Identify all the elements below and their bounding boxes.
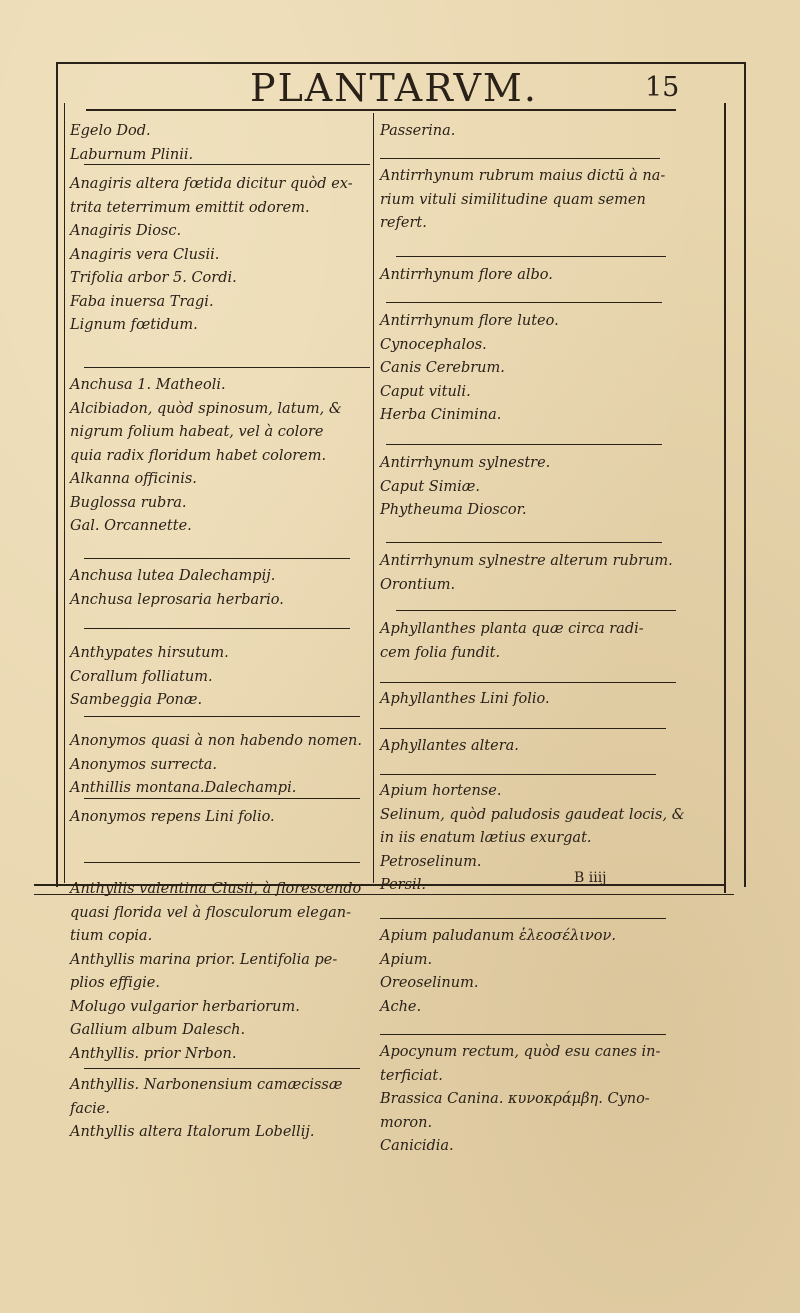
entry-line: Buglossa rubra. xyxy=(70,494,187,511)
entry-line: Oreoselinum. xyxy=(380,975,479,991)
entry-line: Anonymos surrecta. xyxy=(70,756,218,773)
right-entry xyxy=(380,780,685,898)
right-entry xyxy=(380,165,680,236)
entry-line: nigrum folium habeat, vel à colore xyxy=(70,424,324,440)
signature-mark: B iiij xyxy=(574,870,607,886)
right-entry xyxy=(380,618,680,665)
entry-separator xyxy=(380,728,666,729)
left-entry xyxy=(70,642,370,713)
entry-line: Apium paludanum ἑλεοσέλινον. xyxy=(380,928,616,944)
entry-line: trita teterrimum emittit odorem. xyxy=(70,199,310,216)
left-entry xyxy=(70,374,370,539)
entry-separator xyxy=(84,1068,360,1069)
entry-line: facie. xyxy=(70,1100,110,1117)
entry-line: Gal. Orcannette. xyxy=(70,518,192,534)
entry-line: Corallum folliatum. xyxy=(70,668,213,685)
entry-line: Aphyllantes altera. xyxy=(380,738,519,754)
entry-separator xyxy=(380,774,656,775)
entry-line: in iis enatum lætius exurgat. xyxy=(380,830,592,846)
entry-line: Phytheuma Dioscor. xyxy=(380,502,527,518)
entry-separator xyxy=(396,256,666,257)
right-rule xyxy=(724,103,726,893)
entry-line: Apocynum rectum, quòd esu canes in- xyxy=(380,1044,661,1060)
entry-line: Selinum, quòd paludosis gaudeat locis, & xyxy=(380,806,685,823)
page-number: 15 xyxy=(645,72,680,103)
entry-line: Caput Simiæ. xyxy=(380,478,480,495)
column-divider xyxy=(373,113,374,883)
entry-line: Sambeggia Ponæ. xyxy=(70,692,203,708)
entry-line: tium copia. xyxy=(70,928,153,944)
entry-line: Anchusa lutea Dalechampij. xyxy=(70,568,276,584)
entry-line: Antirrhynum rubrum maius dictū à na- xyxy=(380,168,666,184)
entry-separator xyxy=(380,158,660,159)
entry-line: Laburnum Plinii. xyxy=(70,146,194,163)
entry-line: Lignum fœtidum. xyxy=(70,317,198,333)
entry-line: Anagiris vera Clusii. xyxy=(70,246,220,263)
right-entry xyxy=(380,735,680,759)
inner-left-rule xyxy=(64,103,65,883)
entry-line: Apium hortense. xyxy=(380,783,502,799)
right-entry xyxy=(380,925,680,1019)
entry-separator xyxy=(380,918,666,919)
entry-separator xyxy=(380,682,676,683)
entry-line: Faba inuersa Tragi. xyxy=(70,293,214,310)
entry-separator xyxy=(386,302,662,303)
entry-separator xyxy=(84,164,370,165)
entry-line: Egelo Dod. xyxy=(70,123,151,139)
entry-line: Anthyllis valentina Clusii, à florescendo xyxy=(70,881,362,897)
entry-line: Molugo vulgarior herbariorum. xyxy=(70,998,300,1015)
left-entry xyxy=(70,565,370,612)
entry-line: Cynocephalos. xyxy=(380,336,487,353)
entry-line: Anagiris Diosc. xyxy=(70,223,182,239)
entry-line: Antirrhynum sylnestre. xyxy=(380,455,551,471)
page-title: PLANTARVM. xyxy=(250,66,538,110)
entry-line: Anagiris altera fœtida dicitur quòd ex- xyxy=(70,176,353,192)
entry-line: Anthypates hirsutum. xyxy=(70,645,229,661)
right-entry xyxy=(380,452,680,523)
entry-separator xyxy=(84,798,360,799)
entry-line: cem folia fundit. xyxy=(380,644,501,661)
entry-line: Apium. xyxy=(380,951,433,968)
left-entry xyxy=(70,730,370,801)
left-entry xyxy=(70,173,370,338)
right-entry xyxy=(380,120,680,144)
entry-line: Passerina. xyxy=(380,123,456,139)
entry-line: Alkanna officinis. xyxy=(70,471,197,487)
entry-separator xyxy=(84,367,370,368)
entry-line: Anthillis montana.Dalechampi. xyxy=(70,780,297,796)
entry-line: Anthyllis. prior Nrbon. xyxy=(70,1045,237,1062)
entry-line: Anthyllis altera Italorum Lobellij. xyxy=(70,1124,315,1140)
right-entry xyxy=(380,310,680,428)
left-entry xyxy=(70,1074,370,1145)
entry-line: Anonymos quasi à non habendo nomen. xyxy=(70,733,362,749)
entry-line: Antirrhynum flore luteo. xyxy=(380,313,559,329)
entry-line: Anthyllis. Narbonensium camæcissæ xyxy=(70,1077,343,1093)
entry-separator xyxy=(386,444,662,445)
entry-separator xyxy=(84,862,360,863)
entry-separator xyxy=(380,1034,666,1035)
entry-line: Canis Cerebrum. xyxy=(380,360,505,376)
right-entry xyxy=(380,688,680,712)
entry-line: Antirrhynum sylnestre alterum rubrum. xyxy=(380,553,673,569)
entry-line: quia radix floridum habet colorem. xyxy=(70,447,327,464)
entry-separator xyxy=(386,542,662,543)
entry-line: terficiat. xyxy=(380,1067,443,1084)
entry-line: Aphyllanthes planta quæ circa radi- xyxy=(380,621,644,637)
left-entry xyxy=(70,806,370,830)
left-entry xyxy=(70,120,370,167)
entry-line: Herba Cinimina. xyxy=(380,407,502,423)
entry-line: Caput vituli. xyxy=(380,383,471,400)
entry-line: moron. xyxy=(380,1114,433,1131)
entry-line: rium vituli similitudine quam semen xyxy=(380,191,646,208)
entry-line: Brassica Canina. κυνοκράμβη. Cyno- xyxy=(380,1091,650,1107)
right-entry xyxy=(380,264,680,288)
right-entry xyxy=(380,550,680,597)
entry-separator xyxy=(84,628,350,629)
entry-line: Ache. xyxy=(380,998,422,1015)
right-entry xyxy=(380,1041,680,1159)
entry-separator xyxy=(84,558,350,559)
entry-line: Aphyllanthes Lini folio. xyxy=(380,691,550,707)
entry-separator xyxy=(84,716,360,717)
entry-line: Petroselinum. xyxy=(380,853,482,870)
entry-separator xyxy=(396,610,676,611)
entry-line: Anchusa leprosaria herbario. xyxy=(70,591,284,608)
entry-line: Trifolia arbor 5. Cordi. xyxy=(70,270,237,286)
entry-line: Orontium. xyxy=(380,576,456,593)
entry-line: plios effigie. xyxy=(70,975,160,991)
entry-line: quasi florida vel à flosculorum elegan- xyxy=(70,904,351,921)
entry-line: Canicidia. xyxy=(380,1138,454,1154)
entry-line: refert. xyxy=(380,215,427,231)
entry-line: Alcibiadon, quòd spinosum, latum, & xyxy=(70,400,342,417)
entry-line: Persil. xyxy=(380,877,426,893)
entry-line: Anonymos repens Lini folio. xyxy=(70,809,275,825)
entry-line: Anchusa 1. Matheoli. xyxy=(70,377,226,393)
entry-line: Antirrhynum flore albo. xyxy=(380,267,553,283)
left-entry xyxy=(70,878,370,1066)
entry-line: Anthyllis marina prior. Lentifolia pe- xyxy=(70,951,338,968)
entry-line: Gallium album Dalesch. xyxy=(70,1022,246,1038)
